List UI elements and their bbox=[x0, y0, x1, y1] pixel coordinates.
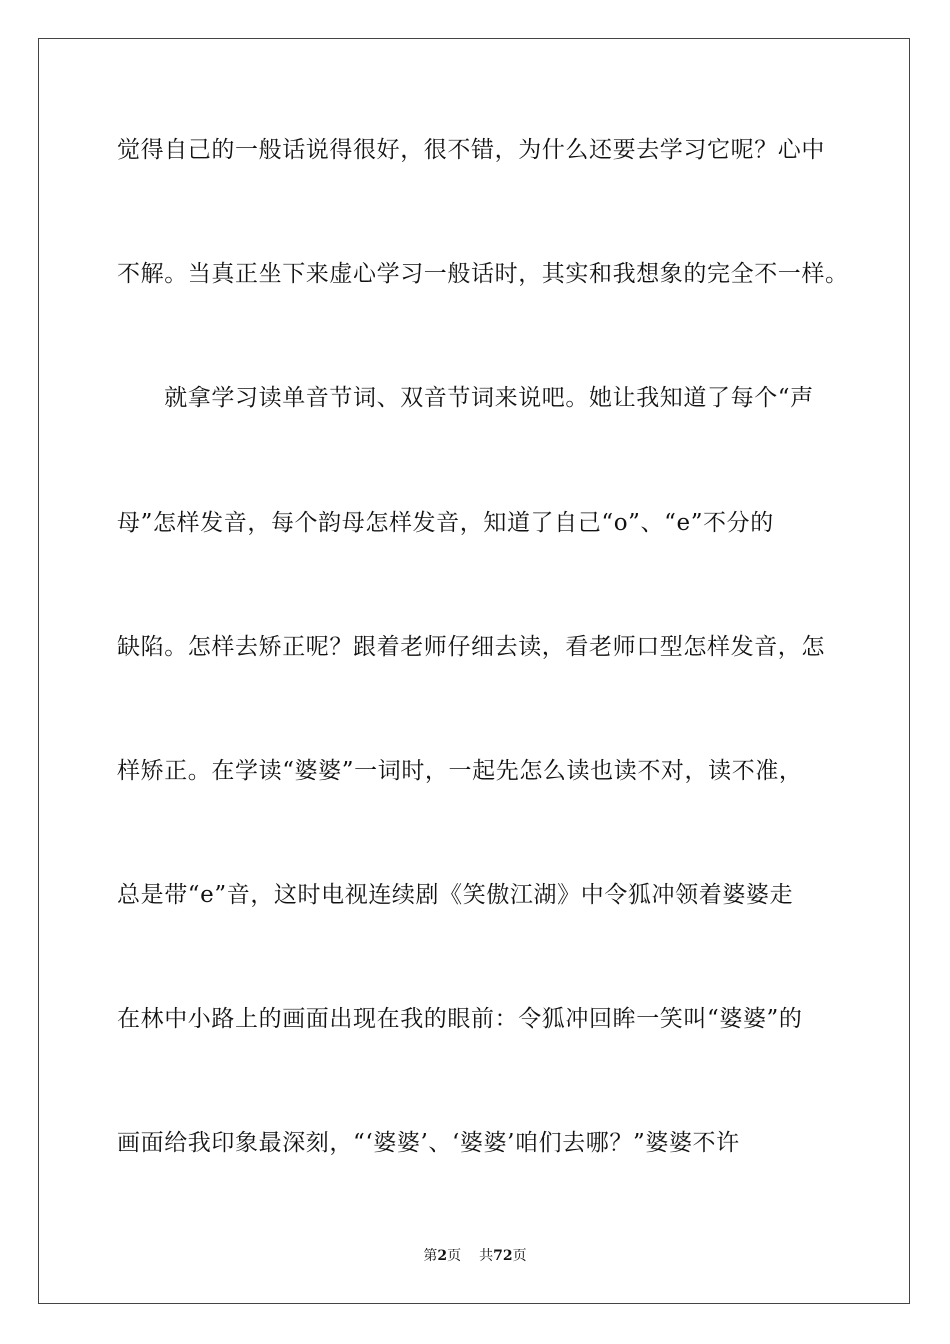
text-line: 总是带“e”音，这时电视连续剧《笑傲江湖》中令狐冲领着婆婆走 bbox=[117, 882, 794, 908]
page-border bbox=[38, 38, 910, 1304]
page-label-prefix: 第 bbox=[423, 1248, 438, 1264]
text-line: 觉得自己的一般话说得很好，很不错，为什么还要去学习它呢？心中 bbox=[117, 137, 825, 163]
text-line: 样矫正。在学读“婆婆”一词时，一起先怎么读也读不对，读不准， bbox=[117, 758, 803, 784]
total-pages: 72 bbox=[493, 1248, 513, 1264]
text-line: 在林中小路上的画面出现在我的眼前：令狐冲回眸一笑叫“婆婆”的 bbox=[117, 1006, 803, 1032]
total-label-prefix: 共 bbox=[479, 1248, 494, 1264]
text-line: 缺陷。怎样去矫正呢？跟着老师仔细去读，看老师口型怎样发音，怎 bbox=[117, 634, 825, 660]
text-line: 画面给我印象最深刻，“‘婆婆’、‘婆婆’咱们去哪？”婆婆不许 bbox=[117, 1130, 740, 1156]
text-line: 母”怎样发音，每个韵母怎样发音，知道了自己“o”、“e”不分的 bbox=[117, 510, 774, 536]
page-footer bbox=[0, 1247, 950, 1265]
text-line: 就拿学习读单音节词、双音节词来说吧。她让我知道了每个“声 bbox=[117, 385, 814, 411]
total-label-suffix: 页 bbox=[512, 1248, 527, 1264]
page-number: 2 bbox=[437, 1248, 448, 1264]
page-label-suffix: 页 bbox=[447, 1248, 462, 1264]
text-line: 不解。当真正坐下来虚心学习一般话时，其实和我想象的完全不一样。 bbox=[117, 261, 849, 287]
